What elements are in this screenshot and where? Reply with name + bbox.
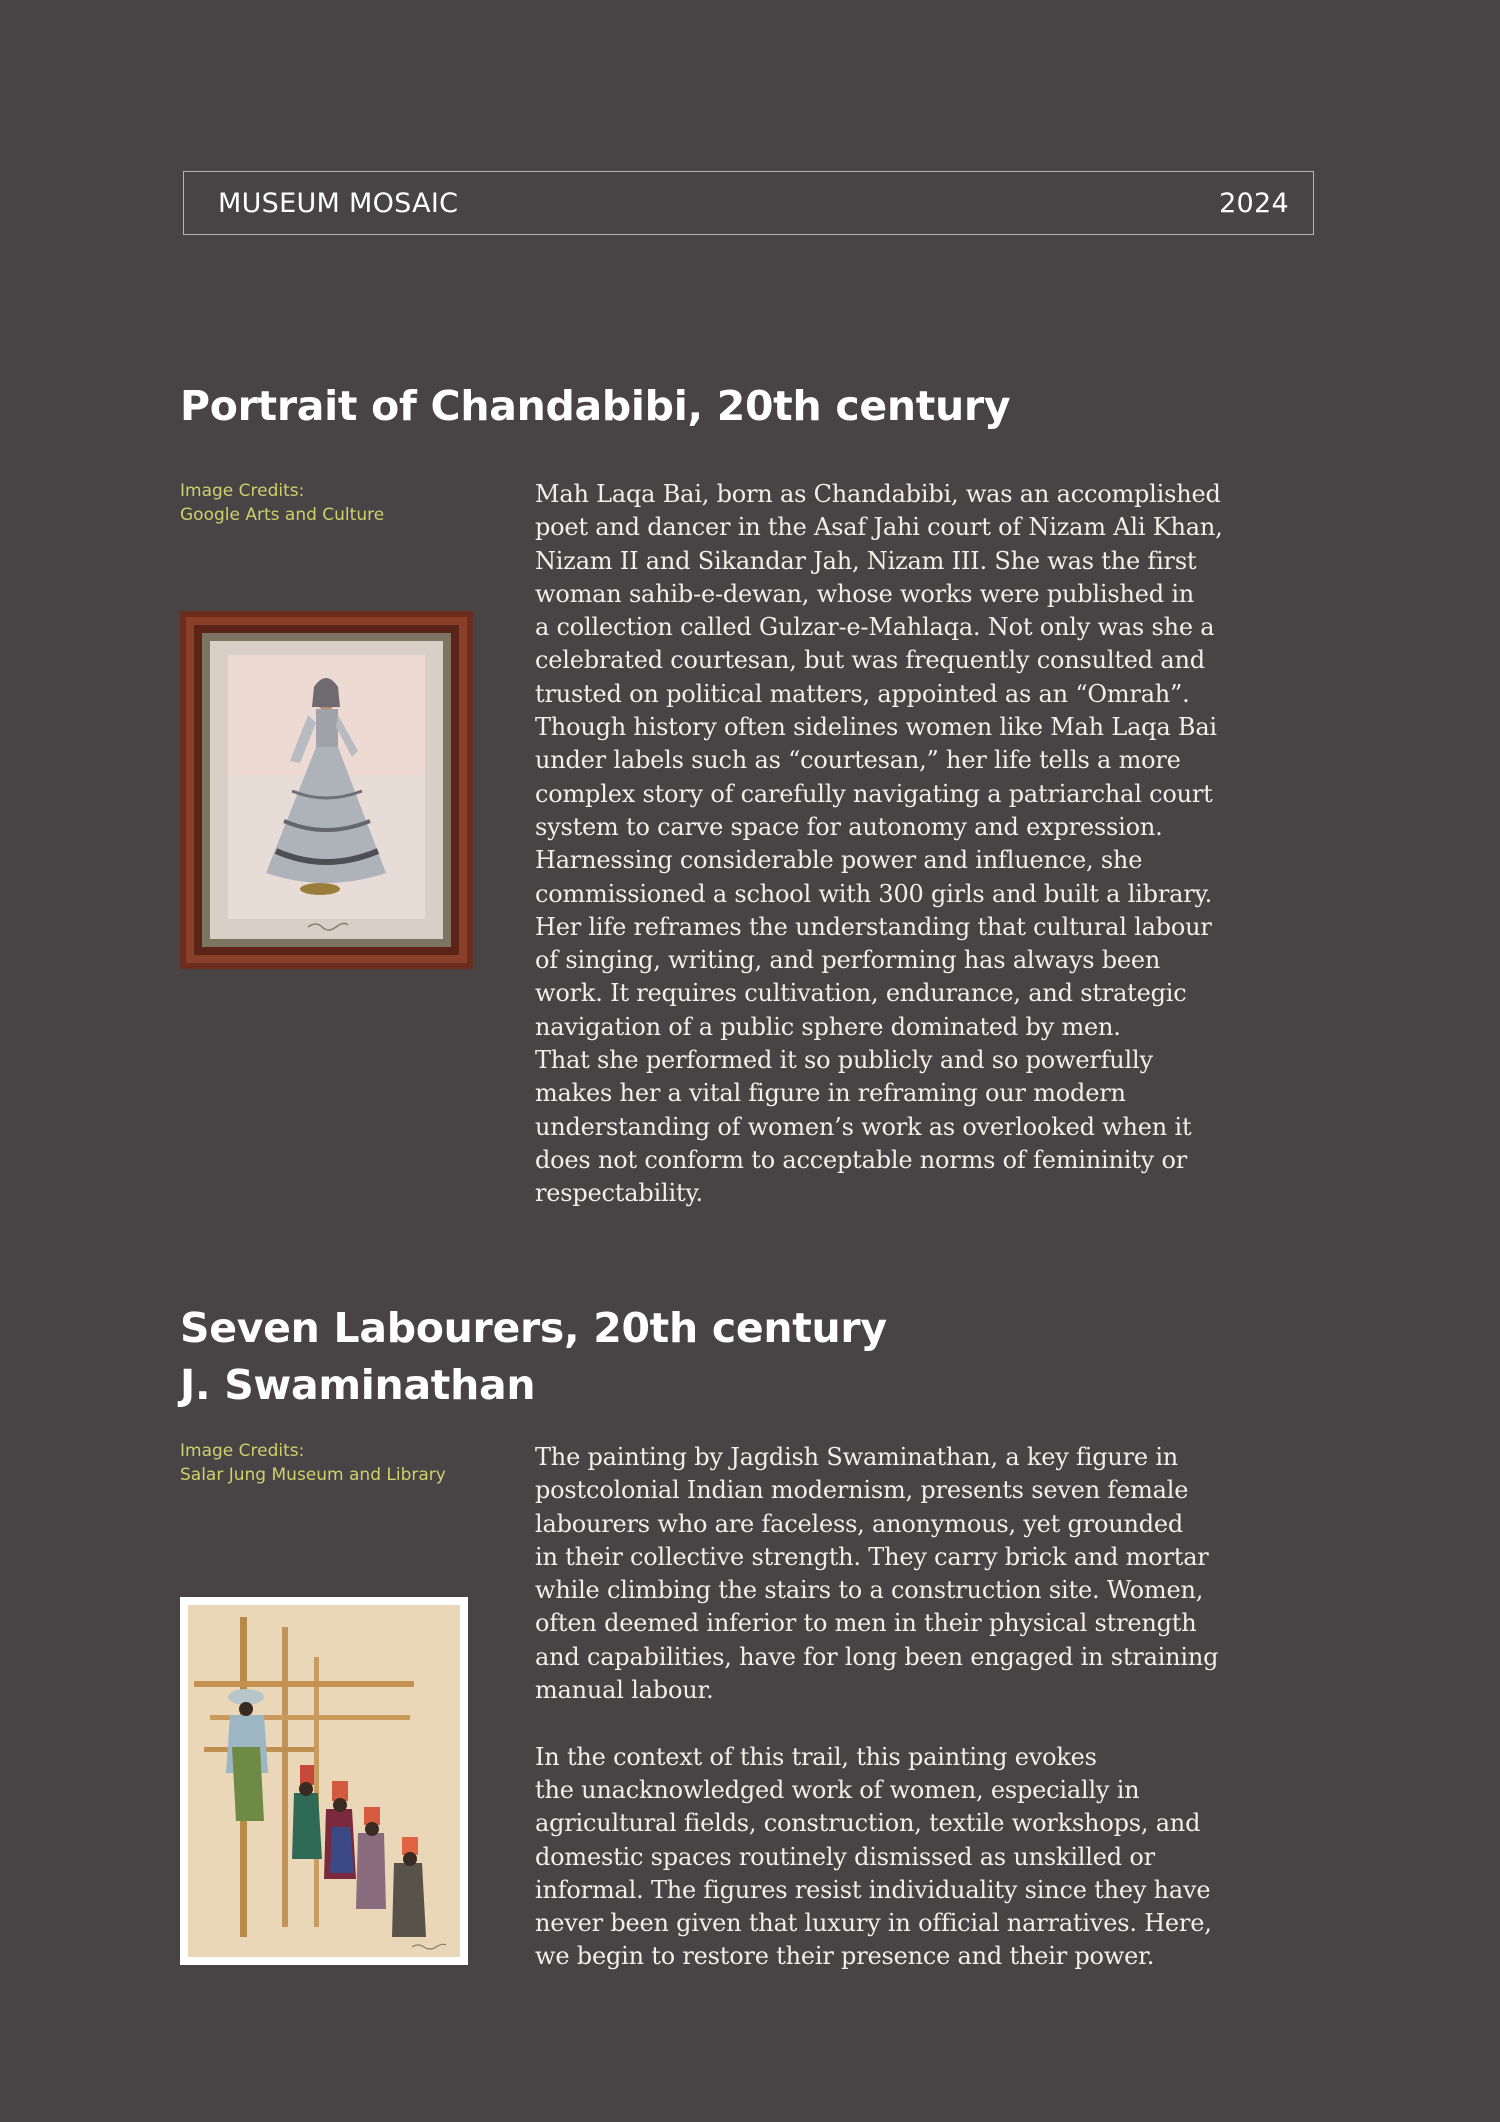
portrait-image bbox=[180, 611, 473, 969]
section-1-credits bbox=[180, 479, 384, 527]
section-2-body: The painting by Jagdish Swaminathan, a key figure in postcolonial Indian modernism, presents seven female labourers who are faceless, anonymous, yet grounded in their collective strength. They carry brick and mortar while climbing the stairs to a construction site. Women, often deemed inferior to men in their physical strength and capabilities, have for long been engaged in straining manual labour. In the context of this trail, this painting evokes the unacknowledged work of women, especially in agricultural fields, construction, textile workshops, and domestic spaces routinely dismissed as unskilled or informal. The figures resist individuality since they have never been given that luxury in official narratives. Here, we begin to restore their presence and their power. bbox=[535, 1443, 1219, 1971]
labourers-image bbox=[180, 1597, 468, 1965]
credits-label: Image Credits: bbox=[180, 1441, 305, 1461]
credits-label: Image Credits: bbox=[180, 481, 305, 501]
section-2-title-line2: J. Swaminathan bbox=[180, 1361, 536, 1409]
year: 2024 bbox=[1219, 187, 1289, 219]
header-bar bbox=[183, 171, 1314, 235]
section-2-title-line1: Seven Labourers, 20th century bbox=[180, 1304, 887, 1352]
credits-source: Google Arts and Culture bbox=[180, 505, 385, 525]
credits-source: Salar Jung Museum and Library bbox=[180, 1465, 446, 1485]
section-2-credits bbox=[180, 1439, 446, 1487]
section-2-title bbox=[180, 1300, 887, 1414]
section-1-body: Mah Laqa Bai, born as Chandabibi, was an accomplished poet and dancer in the Asaf Jahi court of Nizam Ali Khan, Nizam II and Sikandar Jah, Nizam III. She was the first woman sahib-e-dewan, whose works were published in a collection called Gulzar-e-Mahlaqa. Not only was she a celebrated courtesan, but was frequently consulted and trusted on political matters, appointed as an “Omrah”. Though history often sidelines women like Mah Laqa Bai under labels such as “courtesan,” her life tells a more complex story of carefully navigating a patriarchal court system to carve space for autonomy and expression. Harnessing considerable power and influence, she commissioned a school with 300 girls and built a library. Her life reframes the understanding that cultural labour of singing, writing, and performing has always been work. It requires cultivation, endurance, and strategic navigation of a public sphere dominated by men. That she performed it so publicly and so powerfully makes her a vital figure in reframing our modern understanding of women’s work as overlooked when it does not conform to acceptable norms of femininity or respectability. bbox=[535, 480, 1223, 1208]
framed-portrait-painting bbox=[180, 611, 473, 969]
brand-name: MUSEUM MOSAIC bbox=[218, 187, 459, 219]
seven-labourers-painting bbox=[180, 1597, 468, 1965]
section-1-title: Portrait of Chandabibi, 20th century bbox=[180, 382, 1011, 430]
